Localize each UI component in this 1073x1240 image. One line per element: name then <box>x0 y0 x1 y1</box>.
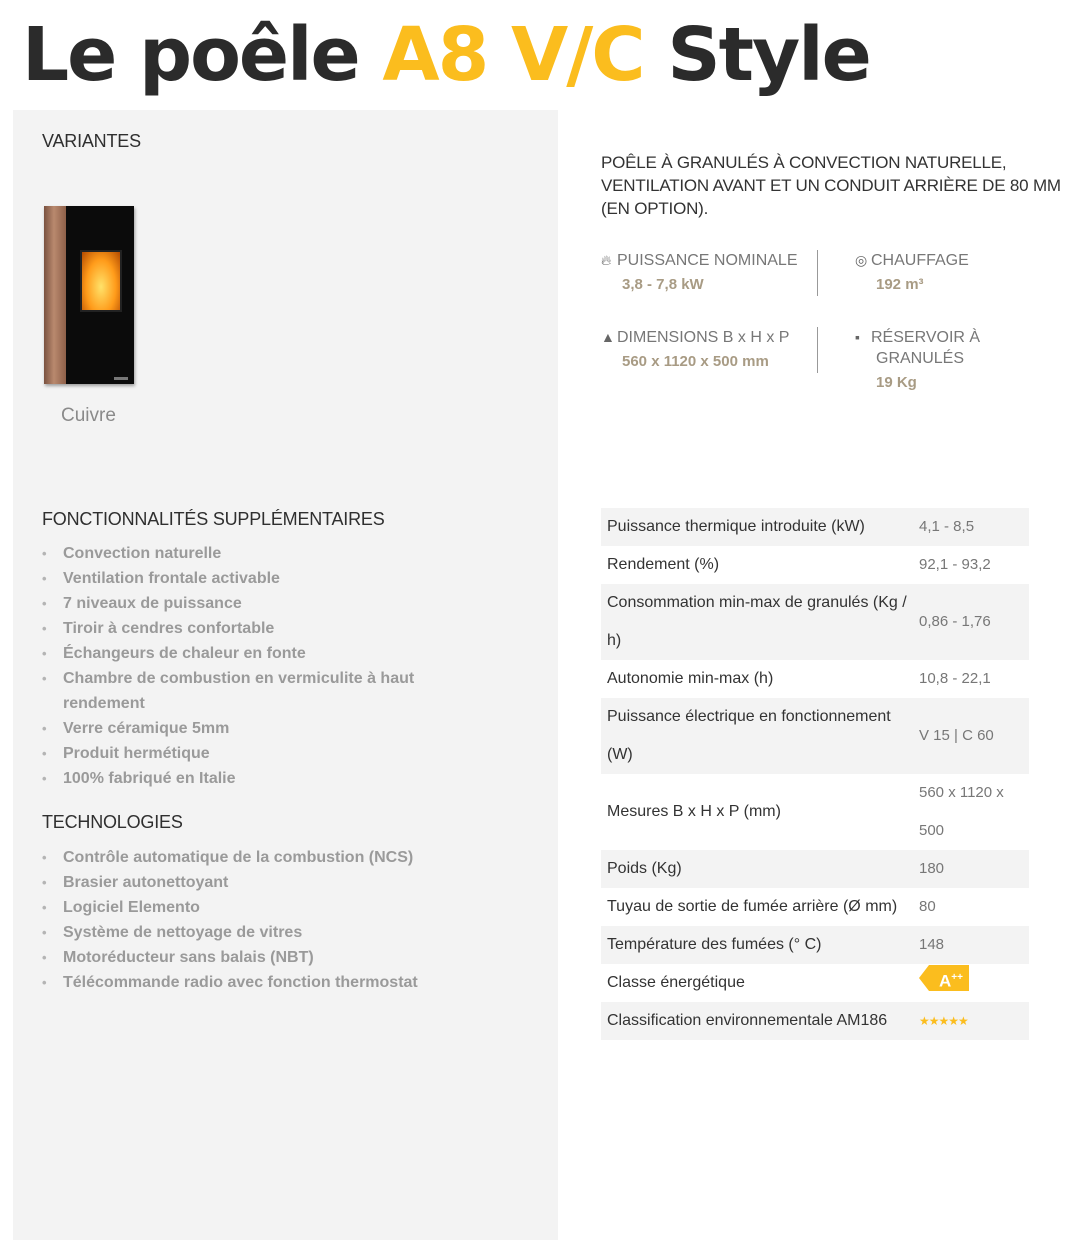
list-item: • 100% fabriqué en Italie <box>42 766 462 791</box>
spec-label: Mesures B x H x P (mm) <box>607 803 781 820</box>
spec-label: Rendement (%) <box>607 556 720 573</box>
spec-table <box>601 508 1029 1040</box>
spec-value: 0,86 - 1,76 <box>913 584 1029 660</box>
spec-heating: ◎ CHAUFFAGE 192 m³ <box>855 252 969 293</box>
spec-tank: ▪ RÉSERVOIR À GRANULÉS 19 Kg <box>855 329 981 391</box>
spec-value: 92,1 - 93,2 <box>919 556 991 573</box>
list-item: • Brasier autonettoyant <box>42 870 462 895</box>
table-row <box>601 926 1029 964</box>
table-row <box>601 584 1029 660</box>
spec-value: 10,8 - 22,1 <box>919 670 991 687</box>
rating-stars: ★★★★★ <box>913 1002 1029 1040</box>
energy-class-badge: A++ <box>913 964 1029 1002</box>
flame-icon: 🔥︎ <box>601 252 612 268</box>
model-name: A8 V/C <box>382 12 644 98</box>
fire-window <box>80 250 122 312</box>
spec-value: 4,1 - 8,5 <box>913 508 1029 546</box>
list-item: • Contrôle automatique de la combustion (NCS) <box>42 845 462 870</box>
table-row <box>601 698 1029 774</box>
spec-label: Consommation min-max de granulés (Kg / h) <box>601 584 913 660</box>
features-list <box>42 541 462 791</box>
spec-label: Tuyau de sortie de fumée arrière (Ø mm) <box>607 898 898 915</box>
table-row <box>601 1002 1029 1040</box>
table-row <box>601 888 1029 926</box>
spec-power: 🔥︎ PUISSANCE NOMINALE 3,8 - 7,8 kW <box>601 252 798 293</box>
variant-label[interactable]: Cuivre <box>61 405 116 426</box>
spec-value: 80 <box>919 898 936 915</box>
list-item: • Échangeurs de chaleur en fonte <box>42 641 462 666</box>
list-item: • Système de nettoyage de vitres <box>42 920 462 945</box>
bag-icon: ▪ <box>855 329 860 345</box>
spec-label: Température des fumées (° C) <box>601 926 913 964</box>
list-item: • Logiciel Elemento <box>42 895 462 920</box>
features-heading: FONCTIONNALITÉS SUPPLÉMENTAIRES <box>42 509 385 529</box>
product-description: POÊLE À GRANULÉS À CONVECTION NATURELLE, VENTILATION AVANT ET UN CONDUIT ARRIÈRE DE 80 MM (EN OPTION). <box>601 153 1061 218</box>
list-item: • Verre céramique 5mm <box>42 716 462 741</box>
table-row <box>601 508 1029 546</box>
table-row <box>601 774 1029 850</box>
page-title: Le poêle A8 V/C Style <box>22 12 870 98</box>
technologies-heading: TECHNOLOGIES <box>42 812 183 832</box>
table-row <box>601 850 1029 888</box>
variant-image-copper[interactable] <box>44 206 134 384</box>
list-item: • Motoréducteur sans balais (NBT) <box>42 945 462 970</box>
list-item: • Tiroir à cendres confortable <box>42 616 462 641</box>
spiral-icon: ◎ <box>855 252 868 268</box>
stove-icon: ▲ <box>601 329 615 345</box>
technologies-list <box>42 845 462 995</box>
variants-heading: VARIANTES <box>42 131 141 151</box>
spec-label: Puissance électrique en fonctionnement (W) <box>601 698 913 774</box>
spec-label: Classe énergétique <box>607 974 745 991</box>
list-item: • Ventilation frontale activable <box>42 566 462 591</box>
spec-label: Autonomie min-max (h) <box>607 670 774 687</box>
table-row <box>601 546 1029 584</box>
spec-value: 148 <box>913 926 1029 964</box>
list-item: • Produit hermétique <box>42 741 462 766</box>
spec-dimensions: ▲ DIMENSIONS B x H x P 560 x 1120 x 500 mm <box>601 329 790 370</box>
list-item: • Chambre de combustion en vermiculite à haut rendement <box>42 666 462 716</box>
spec-label: Poids (Kg) <box>601 850 913 888</box>
table-row <box>601 660 1029 698</box>
spec-value: V 15 | C 60 <box>913 698 1029 774</box>
table-row <box>601 964 1029 1002</box>
spec-value: 180 <box>913 850 1029 888</box>
spec-label: Puissance thermique introduite (kW) <box>601 508 913 546</box>
spec-label: Classification environnementale AM186 <box>601 1002 913 1040</box>
spec-value: 560 x 1120 x 500 <box>919 784 1004 839</box>
list-item: • Télécommande radio avec fonction thermostat <box>42 970 462 995</box>
list-item: • Convection naturelle <box>42 541 462 566</box>
list-item: • 7 niveaux de puissance <box>42 591 462 616</box>
